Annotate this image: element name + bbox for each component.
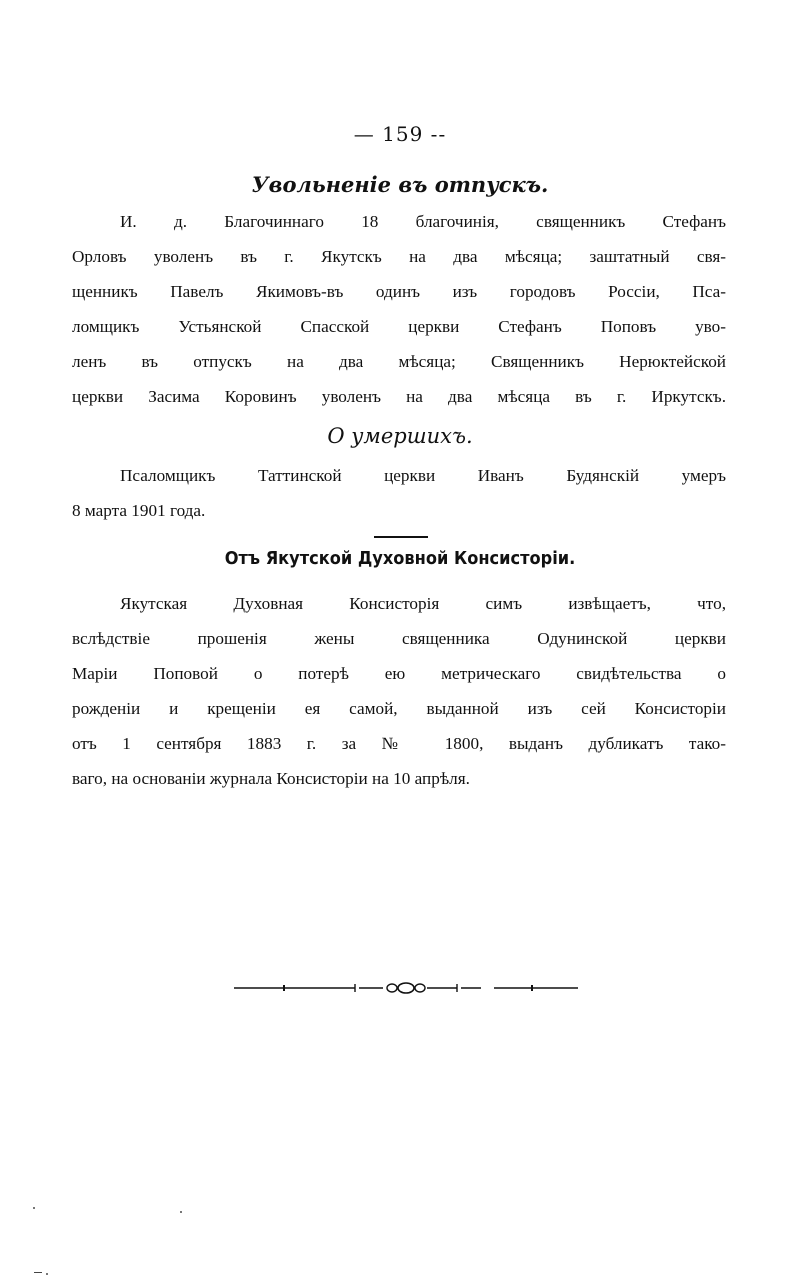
paragraph-consistory [72,586,726,796]
text-line: Маріи Поповой о потерѣ ею метрическаго свидѣтельства о [72,664,726,683]
text-line: ленъ въ отпускъ на два мѣсяца; Священникъ Нерюктейской [72,352,726,371]
section-heading-deceased: О умершихъ. [327,424,473,448]
scan-speck [33,1207,35,1209]
paragraph-leave [72,204,726,414]
text-line: рожденіи и крещеніи ея самой, выданной изъ сей Консисторіи [72,699,726,718]
text-line: ломщикъ Устьянской Спасской церкви Стефанъ Поповъ уво- [72,317,726,336]
scan-speck [46,1273,48,1275]
text-line: Якутская Духовная Консисторія симъ извѣщаетъ, что, [120,594,726,613]
text-line: Орловъ уволенъ въ г. Якутскъ на два мѣсяца; заштатный свя- [72,247,726,266]
text-line: Псаломщикъ Таттинской церкви Иванъ Будянскій умеръ [120,466,726,485]
scan-speck [180,1211,182,1213]
section-divider-rule [374,536,428,538]
text-line: отъ 1 сентября 1883 г. за № 1800, выданъ дубликатъ тако- [72,734,726,753]
ornament-divider-icon [232,980,580,996]
scan-speck [34,1272,42,1273]
section-heading-consistory: Отъ Якутской Духовной Консисторіи. [224,548,576,569]
text-line: 8 марта 1901 года. [72,501,206,520]
text-line: церкви Засима Коровинъ уволенъ на два мѣсяца въ г. Иркутскъ. [72,387,726,406]
section-heading-leave: Увольненіе въ отпускъ. [251,172,549,197]
text-line: щенникъ Павелъ Якимовъ-въ одинъ изъ городовъ Россіи, Пса- [72,282,726,301]
paragraph-deceased [72,458,726,528]
text-line: вслѣдствіе прошенія жены священника Одунинской церкви [72,629,726,648]
text-line: ваго, на основаніи журнала Консисторіи на 10 апрѣля. [72,769,470,788]
text-line: И. д. Благочиннаго 18 благочинія, священникъ Стефанъ [120,212,726,231]
page-number: — 159 -- [353,122,447,146]
